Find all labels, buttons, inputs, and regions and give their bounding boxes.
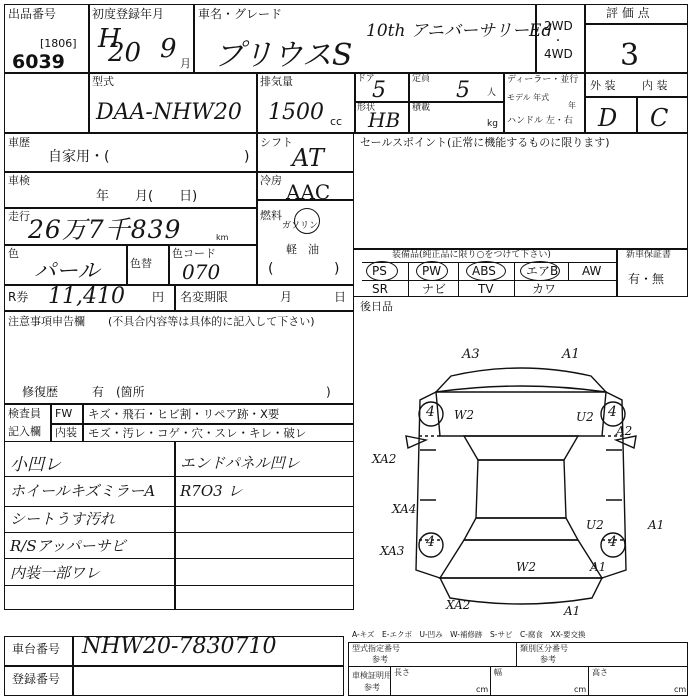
inspection-label: 車検: [8, 174, 30, 187]
color-change-label: 色替: [130, 257, 152, 270]
form-ref: 参考: [372, 655, 388, 664]
r-ken-yen: 円: [152, 290, 165, 304]
class-label: 類別区分番号: [520, 644, 568, 653]
diag-mark-a3: A3: [462, 347, 480, 362]
title-change-month: 月: [280, 290, 293, 304]
chassis-value: NHW20-7830710: [82, 634, 277, 659]
abs-circle: [466, 261, 506, 281]
mileage-label: 走行: [8, 210, 30, 223]
model-year-label: モデル 年式: [507, 93, 550, 102]
rating-label: 評 価 点: [606, 6, 650, 20]
fuel-gas: ガソリン: [282, 221, 319, 231]
first-reg-year: 20: [108, 38, 142, 68]
diag-mark-xa2-left: XA2: [372, 452, 397, 466]
repair-label: 修復歴: [22, 385, 59, 399]
fw-label: FW: [55, 407, 73, 420]
height-label: 高さ: [592, 668, 608, 677]
repair-value: 有: [92, 385, 105, 399]
rear-items-label: 後日品: [360, 300, 393, 313]
first-reg-era: H: [98, 24, 121, 54]
month-unit: 月: [180, 57, 191, 70]
diag-mark-u2-top: U2: [576, 410, 594, 424]
equip-aw: AW: [582, 264, 602, 278]
height-cm: cm: [674, 685, 687, 694]
equip-ps: PS: [372, 264, 387, 278]
equipment-title: 装備品(純正品に限り○をつけて下さい): [392, 250, 551, 260]
lot-number: 6039: [12, 51, 65, 73]
remark-line-1: 小凹レ: [10, 455, 61, 475]
history-label: 車歴: [8, 136, 30, 149]
damage-legend: A-キズ E-エクボ U-凹み W-補修跡 S-サビ C-腐食 XX-要交換: [352, 630, 586, 639]
airbag-circle: [520, 261, 560, 281]
width-label: 幅: [494, 668, 502, 677]
shape: HB: [368, 108, 401, 132]
car-name: プリウスS: [214, 38, 353, 73]
interior-grade: C: [650, 104, 669, 132]
diag-mark-a1-rear: A1: [590, 560, 607, 574]
diag-mark-w2-rear: W2: [516, 560, 536, 574]
diag-mark-a1-top: A1: [562, 347, 580, 362]
equip-sr: SR: [372, 282, 388, 296]
diag-mark-xa4: XA4: [392, 502, 417, 516]
first-reg-label: 初度登録年月: [92, 7, 165, 21]
equip-navi: ナビ: [422, 282, 447, 296]
aircon-label: 冷房: [260, 174, 282, 187]
notice-hint: (不具合内容等は具体的に記入して下さい): [108, 315, 315, 328]
reg-cert-label: 車検証明用: [352, 671, 392, 680]
exterior-label: 外 装: [590, 79, 616, 92]
displacement: 1500: [268, 100, 324, 125]
remark-line-4: R/Sアッパーサビ: [10, 537, 126, 555]
shape-label: 形状: [357, 103, 376, 113]
fuel-label: 燃料: [260, 209, 282, 222]
grade: 10th アニバーサリーEd: [366, 21, 553, 41]
repair-close: ): [326, 385, 331, 399]
fuel-paren-open: (: [268, 261, 274, 277]
diag-mark-xa2-rear: XA2: [446, 598, 471, 612]
remark-right-2: R7O3 レ: [180, 482, 243, 500]
person-unit: 人: [487, 88, 497, 98]
lot-code: [1806]: [40, 37, 77, 50]
history-value: 自家用・(: [48, 149, 110, 165]
diag-mark-u2-right: U2: [586, 518, 604, 532]
diag-mark-a1-bottom: A1: [564, 604, 581, 618]
rating: 3: [620, 38, 640, 73]
load-label: 積載: [412, 103, 431, 113]
model-label: 型式: [92, 75, 114, 88]
drive-2wd: 2WD: [544, 19, 573, 33]
doors: 5: [372, 78, 386, 103]
inspection-format: 年 月( 日): [96, 189, 198, 204]
lot-label: 出品番号: [8, 7, 57, 21]
capacity-label: 定員: [412, 74, 431, 84]
doors-label: ドア: [357, 74, 375, 84]
diag-mark-xa3: XA3: [380, 544, 405, 558]
history-close: ): [244, 149, 250, 165]
aircon-value: AAC: [286, 180, 331, 204]
capacity: 5: [456, 78, 470, 103]
sales-point-label: セールスポイント(正常に機能するものに限ります): [360, 136, 610, 149]
mileage-value: 26万7千839: [28, 215, 182, 244]
r-ken-amount: 11,410: [48, 284, 125, 309]
km-unit: km: [216, 233, 229, 242]
color-code: 070: [182, 260, 221, 284]
kg-unit: kg: [487, 119, 498, 129]
interior-items: モズ・汚レ・コゲ・穴・スレ・キレ・破レ: [88, 426, 307, 440]
diag-mark-a2: A2: [616, 424, 633, 438]
diag-mark-w2: W2: [454, 408, 474, 422]
cc-unit: cc: [330, 115, 343, 128]
tire-mark-fr: 4: [608, 404, 617, 420]
fuel-paren-close: ): [334, 261, 340, 277]
color-label: 色: [8, 247, 19, 260]
color-code-label: 色コード: [172, 247, 216, 260]
car-diagram: [356, 340, 686, 630]
reg-cert-ref: 参考: [364, 683, 380, 692]
color-value: パール: [34, 259, 100, 284]
drive-4wd: 4WD: [544, 47, 573, 61]
drive-dot: ・: [553, 36, 563, 47]
entry-label: 記入欄: [8, 425, 41, 438]
interior-label: 内 装: [642, 79, 668, 92]
title-change-day: 日: [334, 290, 347, 304]
fw-items: キズ・飛石・ヒビ割・リペア跡・X要: [88, 407, 280, 421]
class-ref: 参考: [540, 655, 556, 664]
diag-mark-a1-right: A1: [648, 518, 665, 532]
remark-right-1: エンドパネル凹レ: [180, 454, 300, 472]
remark-line-5: 内装一部ワレ: [10, 564, 101, 582]
equip-leather: カワ: [532, 282, 557, 296]
shift-value: AT: [292, 144, 325, 172]
repair-place: (箇所: [116, 385, 145, 399]
form-label: 型式指定番号: [352, 644, 400, 653]
notice-label: 注意事項申告欄: [8, 315, 85, 328]
sales-point-box: [354, 133, 688, 249]
length-cm: cm: [476, 685, 489, 694]
year-unit: 年: [568, 101, 576, 110]
title-change-label: 名変期限: [180, 290, 229, 304]
tire-mark-rr: 4: [608, 534, 617, 550]
remark-line-2: ホイールキズミラーA: [10, 482, 156, 500]
interior-entry-label: 内装: [55, 426, 77, 439]
displacement-label: 排気量: [260, 75, 293, 88]
pw-circle: [416, 261, 448, 281]
inspector-label: 検査員: [8, 407, 41, 420]
new-car-value: 有・無: [628, 272, 665, 286]
equip-abs: ABS: [472, 264, 496, 278]
car-name-label: 車名・グレード: [198, 7, 283, 21]
first-reg-month: 9: [160, 34, 177, 64]
length-label: 長さ: [394, 668, 410, 677]
equip-pw: PW: [422, 264, 442, 278]
tire-mark-fl: 4: [426, 404, 435, 420]
dealer-label: ディーラー・並行: [507, 75, 579, 85]
tire-mark-rl: 4: [426, 534, 435, 550]
shift-label: シフト: [260, 136, 293, 149]
remark-line-3: シートうす汚れ: [10, 510, 116, 528]
new-car-label: 新車保証書: [626, 250, 672, 260]
ps-circle: [366, 261, 398, 281]
width-cm: cm: [574, 685, 587, 694]
chassis-label: 車台番号: [12, 642, 61, 656]
equip-airbag: エアB: [526, 264, 559, 278]
handle-label: ハンドル 左・右: [507, 116, 573, 126]
exterior-grade: D: [598, 104, 618, 132]
equip-tv: TV: [478, 282, 494, 296]
reg-label: 登録番号: [12, 672, 61, 686]
r-ken-label: R券: [8, 290, 29, 304]
fuel-diesel: 軽 油: [286, 243, 319, 256]
model: DAA-NHW20: [96, 100, 242, 125]
